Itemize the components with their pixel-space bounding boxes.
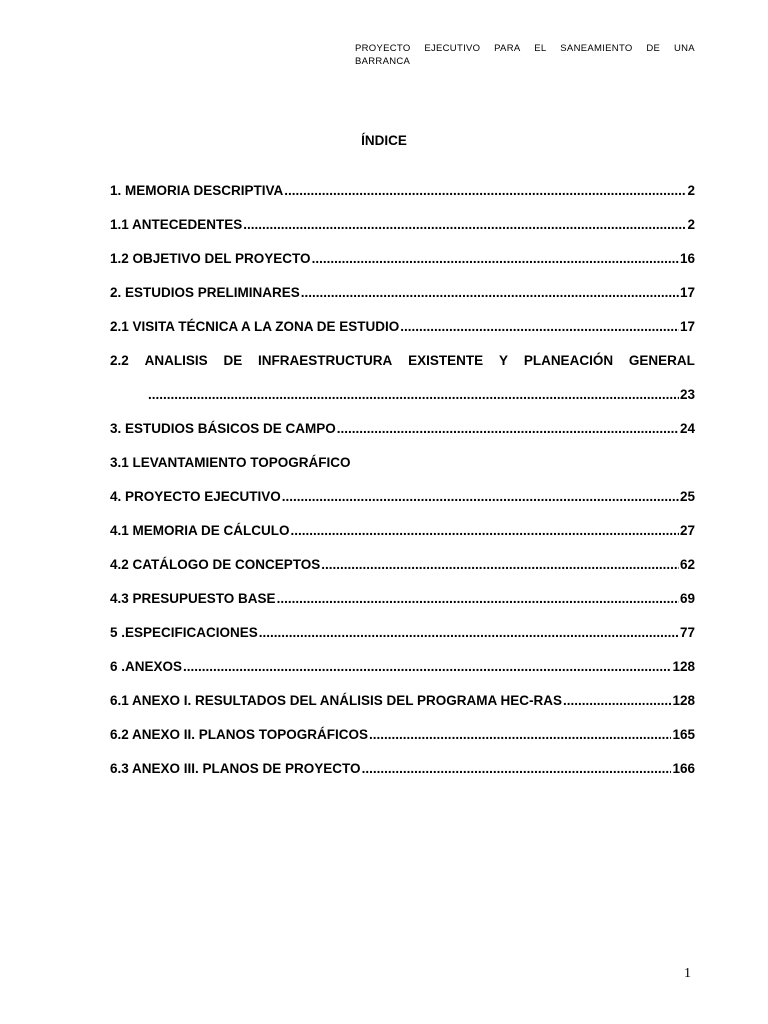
header-word: UNA bbox=[673, 43, 695, 54]
toc-leader-dots bbox=[563, 692, 671, 710]
toc-label-word: INFRAESTRUCTURA bbox=[258, 353, 393, 368]
header-word: PARA bbox=[494, 43, 521, 54]
header-word: PROYECTO bbox=[355, 43, 411, 54]
toc-entry-page: 166 bbox=[672, 761, 695, 776]
toc-entry-page: 165 bbox=[672, 727, 695, 742]
toc-entry-page: 24 bbox=[679, 421, 695, 436]
toc-label-word: GENERAL bbox=[628, 353, 695, 368]
toc-entry-page: 25 bbox=[679, 489, 695, 504]
running-header-line2: BARRANCA bbox=[355, 56, 411, 67]
toc-entry-label: 1.2 OBJETIVO DEL PROYECTO bbox=[110, 251, 311, 266]
header-word: EJECUTIVO bbox=[424, 43, 481, 54]
toc-leader-dots bbox=[148, 386, 679, 404]
toc-label-word: ANALISIS bbox=[144, 353, 208, 368]
toc-leader-dots bbox=[284, 182, 686, 200]
toc-entry[interactable] bbox=[110, 488, 695, 522]
toc-entry-label: 4.3 PRESUPUESTO BASE bbox=[110, 591, 276, 606]
toc-entry[interactable] bbox=[110, 760, 695, 794]
toc-entry-page: 77 bbox=[679, 625, 695, 640]
toc-leader-dots bbox=[282, 488, 679, 506]
toc-entry-label: 2. ESTUDIOS PRELIMINARES bbox=[110, 285, 300, 300]
toc-entry-page: 128 bbox=[672, 659, 695, 674]
toc-leader-dots bbox=[291, 522, 679, 540]
toc-leader-dots bbox=[369, 726, 671, 744]
table-of-contents bbox=[110, 182, 695, 794]
toc-entry[interactable] bbox=[110, 658, 695, 692]
header-word: DE bbox=[646, 43, 661, 54]
toc-leader-dots bbox=[243, 216, 686, 234]
toc-entry-label: 4.2 CATÁLOGO DE CONCEPTOS bbox=[110, 557, 321, 572]
toc-leader-dots bbox=[337, 420, 679, 438]
toc-entry[interactable] bbox=[110, 284, 695, 318]
toc-entry-page: 2 bbox=[687, 217, 695, 232]
toc-entry-label bbox=[110, 352, 695, 370]
index-title: ÍNDICE bbox=[361, 133, 407, 148]
toc-entry-label: 4. PROYECTO EJECUTIVO bbox=[110, 489, 281, 504]
toc-entry-label: 6.2 ANEXO II. PLANOS TOPOGRÁFICOS bbox=[110, 727, 369, 742]
toc-entry[interactable] bbox=[110, 624, 695, 658]
toc-entry-page: 2 bbox=[687, 183, 695, 198]
toc-label-word: EXISTENTE bbox=[408, 353, 484, 368]
toc-entry-label: 3.1 LEVANTAMIENTO TOPOGRÁFICO bbox=[110, 455, 351, 470]
running-header bbox=[355, 42, 695, 68]
toc-entry-label: 4.1 MEMORIA DE CÁLCULO bbox=[110, 523, 290, 538]
toc-entry-page: 27 bbox=[679, 523, 695, 538]
toc-entry-label: 3. ESTUDIOS BÁSICOS DE CAMPO bbox=[110, 421, 336, 436]
toc-leader-dots bbox=[259, 624, 679, 642]
toc-entry-label: 1.1 ANTECEDENTES bbox=[110, 217, 243, 232]
toc-label-word: PLANEACIÓN bbox=[523, 353, 614, 368]
toc-label-word: 2.2 bbox=[110, 353, 129, 368]
toc-entry[interactable] bbox=[110, 454, 695, 488]
toc-entry[interactable] bbox=[110, 216, 695, 250]
toc-leader-dots bbox=[312, 250, 679, 268]
toc-entry[interactable] bbox=[110, 182, 695, 216]
toc-entry[interactable] bbox=[110, 522, 695, 556]
toc-leader-dots bbox=[321, 556, 679, 574]
header-word: EL bbox=[534, 43, 547, 54]
toc-leader-dots bbox=[301, 284, 679, 302]
toc-entry-page: 17 bbox=[679, 285, 695, 300]
toc-entry-label: 6.3 ANEXO III. PLANOS DE PROYECTO bbox=[110, 761, 361, 776]
toc-entry[interactable] bbox=[110, 590, 695, 624]
running-header-line1 bbox=[355, 42, 695, 55]
toc-entry-page: 16 bbox=[679, 251, 695, 266]
toc-entry-page: 62 bbox=[679, 557, 695, 572]
toc-entry[interactable] bbox=[110, 692, 695, 726]
toc-entry[interactable] bbox=[110, 420, 695, 454]
toc-entry-page: 23 bbox=[679, 387, 695, 402]
toc-entry-label: 6.1 ANEXO I. RESULTADOS DEL ANÁLISIS DEL PROGRAMA HEC-RAS bbox=[110, 693, 563, 708]
toc-entry-label: 1. MEMORIA DESCRIPTIVA bbox=[110, 183, 284, 198]
toc-entry-label: 5 .ESPECIFICACIONES bbox=[110, 625, 258, 640]
toc-leader-dots bbox=[362, 760, 672, 778]
toc-entry-page: 128 bbox=[672, 693, 695, 708]
toc-entry[interactable] bbox=[110, 556, 695, 590]
toc-entry-label: 2.1 VISITA TÉCNICA A LA ZONA DE ESTUDIO bbox=[110, 319, 400, 334]
toc-entry-page: 69 bbox=[679, 591, 695, 606]
toc-leader-dots bbox=[400, 318, 679, 336]
toc-entry-label: 6 .ANEXOS bbox=[110, 659, 183, 674]
page-number: 1 bbox=[684, 966, 691, 981]
toc-entry[interactable] bbox=[110, 250, 695, 284]
toc-entry[interactable] bbox=[110, 352, 695, 420]
toc-entry-page: 17 bbox=[679, 319, 695, 334]
toc-label-word: Y bbox=[498, 353, 508, 368]
toc-entry[interactable] bbox=[110, 726, 695, 760]
toc-leader-dots bbox=[277, 590, 679, 608]
toc-entry[interactable] bbox=[110, 318, 695, 352]
header-word: SANEAMIENTO bbox=[560, 43, 633, 54]
toc-label-word: DE bbox=[223, 353, 243, 368]
toc-leader-dots bbox=[183, 658, 671, 676]
